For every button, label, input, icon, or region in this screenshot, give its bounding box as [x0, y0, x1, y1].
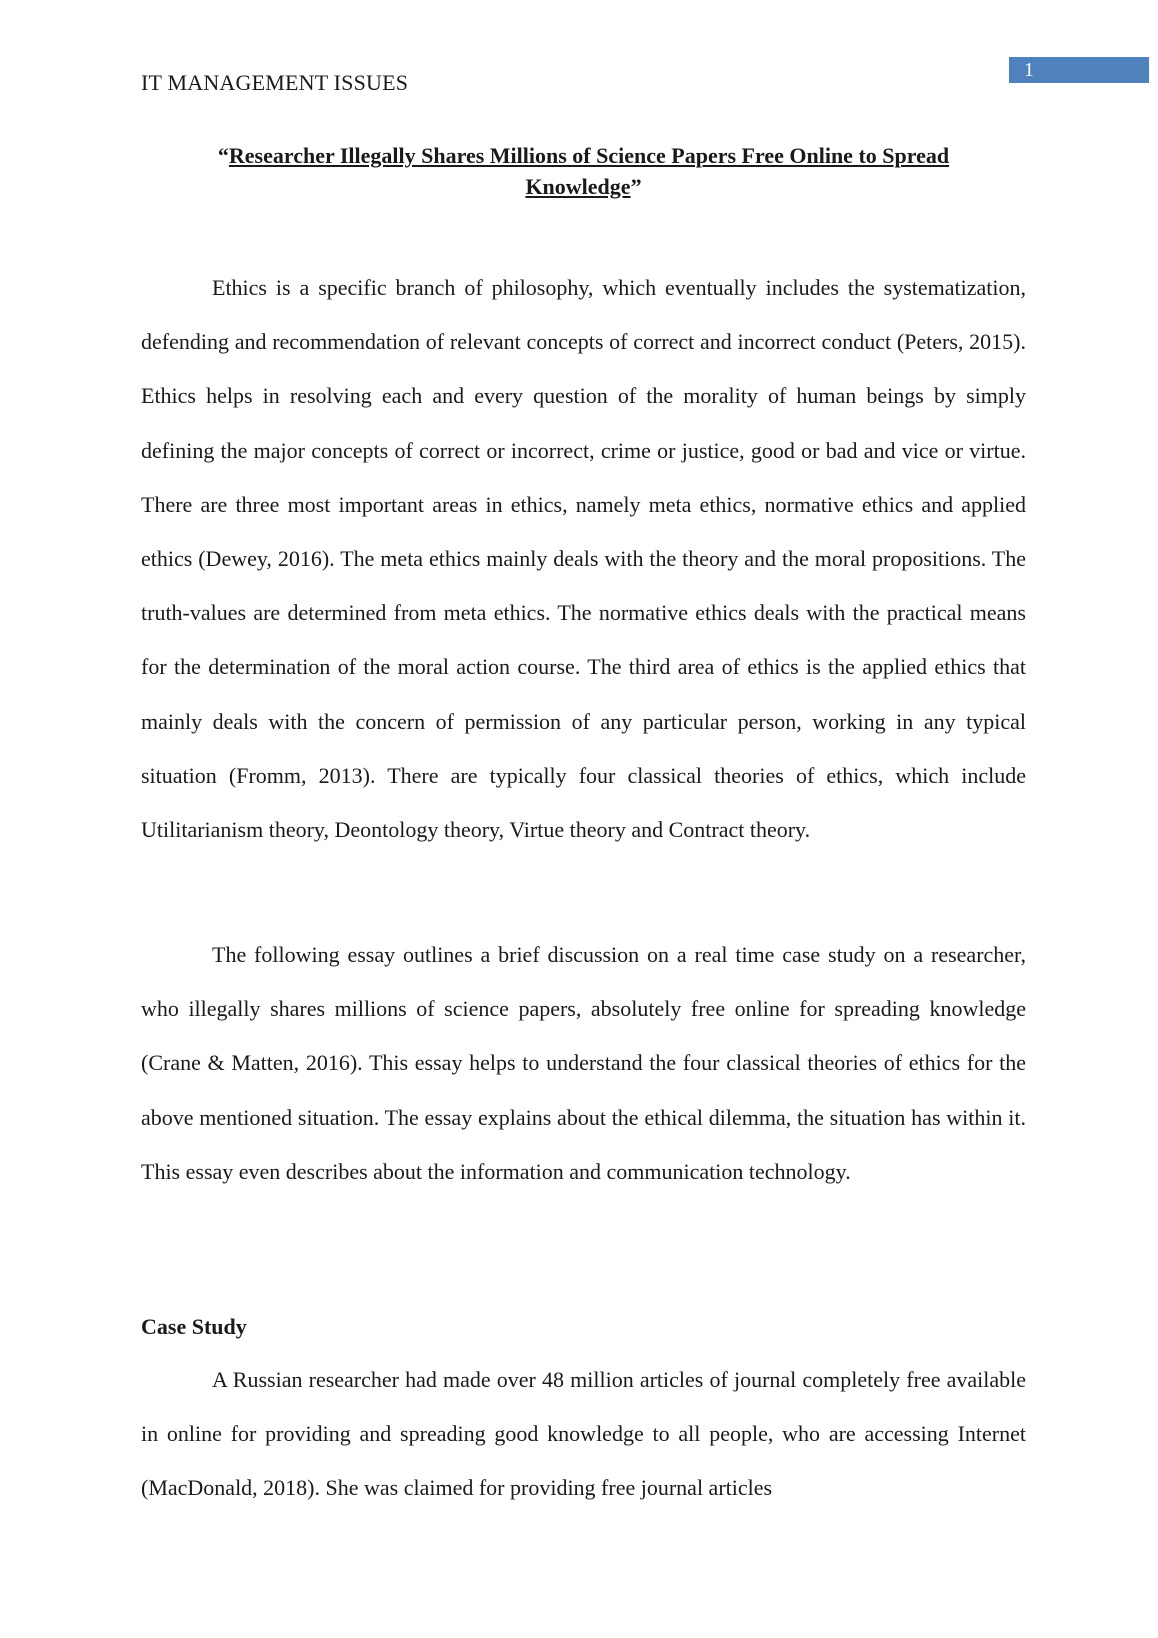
document-title [141, 140, 1026, 202]
title-open-quote: “ [217, 143, 229, 168]
paragraph-essay-outline: The following essay outlines a brief discussion on a real time case study on a researcher, who illegally shares millions of science papers, absolutely free online for spreading knowledge (Crane & Matten, 2016). This essay helps to understand the four classical theories of ethics for the above mentioned situation. The essay explains about the ethical dilemma, the situation has within it. This essay even describes about the information and communication technology. [141, 942, 1026, 1184]
title-line-1: Researcher Illegally Shares Millions of Science Papers Free Online to Spread [228, 143, 950, 168]
running-head: IT MANAGEMENT ISSUES [141, 70, 409, 95]
section-heading-case-study: Case Study [141, 1314, 247, 1339]
paragraph-ethics-intro: Ethics is a specific branch of philosophy, which eventually includes the systematization, defending and recommendation of relevant concepts of correct and incorrect conduct (Peters, 2015). Ethics helps in resolving each and every question of the morality of human beings by simply defining the major concepts of correct or incorrect, crime or justice, good or bad and vice or virtue. There are three most important areas in ethics, namely meta ethics, normative ethics and applied ethics (Dewey, 2016). The meta ethics mainly deals with the theory and the moral propositions. The truth-values are determined from meta ethics. The normative ethics deals with the practical means for the determination of the moral action course. The third area of ethics is the applied ethics that mainly deals with the concern of permission of any particular person, working in any typical situation (Fromm, 2013). There are typically four classical theories of ethics, which include Utilitarianism theory, Deontology theory, Virtue theory and Contract theory. [141, 275, 1026, 843]
title-close-quote: ” [630, 174, 642, 199]
page-number: 1 [1009, 57, 1149, 83]
title-line-2: Knowledge [525, 174, 631, 199]
paragraph-case-study: A Russian researcher had made over 48 million articles of journal completely free available in online for providing and spreading good knowledge to all people, who are accessing Internet (MacDonald, 2018). She was claimed for providing free journal articles [141, 1367, 1026, 1501]
